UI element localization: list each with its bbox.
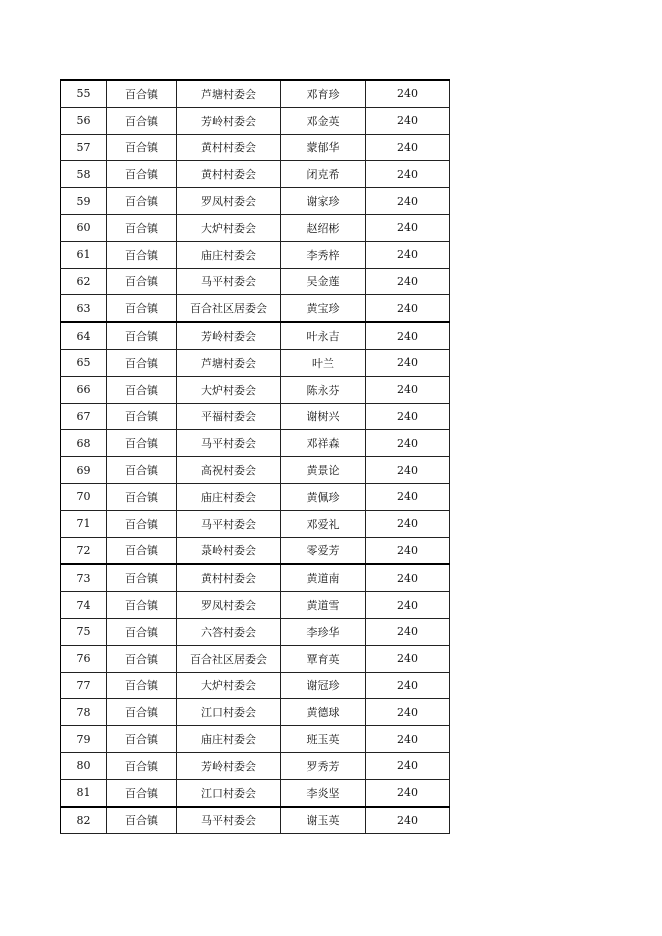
town-cell: 百合镇: [107, 672, 177, 699]
person-name-cell: 黄宝珍: [281, 295, 366, 322]
row-number-cell: 76: [61, 645, 107, 672]
village-committee-cell: 百合社区居委会: [177, 295, 281, 322]
amount-cell: 240: [366, 645, 450, 672]
town-cell: 百合镇: [107, 322, 177, 349]
person-name-cell: 谢冠珍: [281, 672, 366, 699]
town-cell: 百合镇: [107, 403, 177, 430]
village-committee-cell: 江口村委会: [177, 699, 281, 726]
table-row: [61, 779, 450, 806]
person-name-cell: 邓祥森: [281, 430, 366, 457]
person-name-cell: 蒙郁华: [281, 134, 366, 161]
village-committee-cell: 高祝村委会: [177, 457, 281, 484]
person-name-cell: 闭克希: [281, 161, 366, 188]
village-committee-cell: 大炉村委会: [177, 376, 281, 403]
village-committee-cell: 芦塘村委会: [177, 80, 281, 107]
amount-cell: 240: [366, 376, 450, 403]
table-row: [61, 214, 450, 241]
amount-cell: 240: [366, 807, 450, 834]
village-committee-cell: 马平村委会: [177, 807, 281, 834]
village-committee-cell: 江口村委会: [177, 779, 281, 806]
town-cell: 百合镇: [107, 752, 177, 779]
amount-cell: 240: [366, 80, 450, 107]
person-name-cell: 赵绍彬: [281, 214, 366, 241]
table-row: [61, 807, 450, 834]
table-row: [61, 107, 450, 134]
village-committee-cell: 庙庄村委会: [177, 483, 281, 510]
town-cell: 百合镇: [107, 807, 177, 834]
village-committee-cell: 芳岭村委会: [177, 107, 281, 134]
village-committee-cell: 罗凤村委会: [177, 592, 281, 619]
village-committee-cell: 菉岭村委会: [177, 537, 281, 564]
town-cell: 百合镇: [107, 80, 177, 107]
row-number-cell: 63: [61, 295, 107, 322]
person-name-cell: 零爱芳: [281, 537, 366, 564]
table-row: [61, 322, 450, 349]
table-row: [61, 161, 450, 188]
person-name-cell: 黄佩珍: [281, 483, 366, 510]
town-cell: 百合镇: [107, 564, 177, 591]
town-cell: 百合镇: [107, 214, 177, 241]
amount-cell: 240: [366, 672, 450, 699]
amount-cell: 240: [366, 699, 450, 726]
town-cell: 百合镇: [107, 592, 177, 619]
person-name-cell: 黄道雪: [281, 592, 366, 619]
row-number-cell: 77: [61, 672, 107, 699]
person-name-cell: 班玉英: [281, 726, 366, 753]
row-number-cell: 62: [61, 268, 107, 295]
person-name-cell: 黄德球: [281, 699, 366, 726]
town-cell: 百合镇: [107, 349, 177, 376]
amount-cell: 240: [366, 161, 450, 188]
town-cell: 百合镇: [107, 107, 177, 134]
town-cell: 百合镇: [107, 645, 177, 672]
amount-cell: 240: [366, 779, 450, 806]
row-number-cell: 64: [61, 322, 107, 349]
row-number-cell: 59: [61, 188, 107, 215]
village-committee-cell: 六答村委会: [177, 618, 281, 645]
town-cell: 百合镇: [107, 430, 177, 457]
person-name-cell: 李珍华: [281, 618, 366, 645]
row-number-cell: 78: [61, 699, 107, 726]
person-name-cell: 邓金英: [281, 107, 366, 134]
table-row: [61, 645, 450, 672]
table-row: [61, 241, 450, 268]
row-number-cell: 68: [61, 430, 107, 457]
table-row: [61, 430, 450, 457]
town-cell: 百合镇: [107, 483, 177, 510]
town-cell: 百合镇: [107, 268, 177, 295]
row-number-cell: 60: [61, 214, 107, 241]
town-cell: 百合镇: [107, 457, 177, 484]
table-row: [61, 403, 450, 430]
village-committee-cell: 庙庄村委会: [177, 241, 281, 268]
person-name-cell: 吴金莲: [281, 268, 366, 295]
amount-cell: 240: [366, 564, 450, 591]
village-committee-cell: 大炉村委会: [177, 214, 281, 241]
row-number-cell: 73: [61, 564, 107, 591]
town-cell: 百合镇: [107, 376, 177, 403]
amount-cell: 240: [366, 241, 450, 268]
village-committee-cell: 芳岭村委会: [177, 322, 281, 349]
table-row: [61, 592, 450, 619]
table-row: [61, 752, 450, 779]
town-cell: 百合镇: [107, 726, 177, 753]
table-row: [61, 376, 450, 403]
person-name-cell: 罗秀芳: [281, 752, 366, 779]
table-row: [61, 349, 450, 376]
row-number-cell: 55: [61, 80, 107, 107]
row-number-cell: 81: [61, 779, 107, 806]
table-row: [61, 564, 450, 591]
table-row: [61, 457, 450, 484]
row-number-cell: 72: [61, 537, 107, 564]
amount-cell: 240: [366, 295, 450, 322]
person-name-cell: 谢玉英: [281, 807, 366, 834]
amount-cell: 240: [366, 483, 450, 510]
amount-cell: 240: [366, 268, 450, 295]
amount-cell: 240: [366, 726, 450, 753]
row-number-cell: 71: [61, 510, 107, 537]
town-cell: 百合镇: [107, 161, 177, 188]
amount-cell: 240: [366, 349, 450, 376]
data-table: [60, 79, 450, 834]
amount-cell: 240: [366, 107, 450, 134]
person-name-cell: 邓爱礼: [281, 510, 366, 537]
row-number-cell: 58: [61, 161, 107, 188]
row-number-cell: 65: [61, 349, 107, 376]
village-committee-cell: 黄村村委会: [177, 161, 281, 188]
row-number-cell: 74: [61, 592, 107, 619]
village-committee-cell: 芳岭村委会: [177, 752, 281, 779]
amount-cell: 240: [366, 457, 450, 484]
table-row: [61, 268, 450, 295]
table-row: [61, 188, 450, 215]
person-name-cell: 陈永芬: [281, 376, 366, 403]
table-row: [61, 510, 450, 537]
amount-cell: 240: [366, 510, 450, 537]
table-row: [61, 134, 450, 161]
table-row: [61, 672, 450, 699]
row-number-cell: 56: [61, 107, 107, 134]
row-number-cell: 79: [61, 726, 107, 753]
village-committee-cell: 芦塘村委会: [177, 349, 281, 376]
town-cell: 百合镇: [107, 134, 177, 161]
amount-cell: 240: [366, 403, 450, 430]
row-number-cell: 67: [61, 403, 107, 430]
table-row: [61, 537, 450, 564]
person-name-cell: 李秀梓: [281, 241, 366, 268]
village-committee-cell: 大炉村委会: [177, 672, 281, 699]
amount-cell: 240: [366, 592, 450, 619]
person-name-cell: 覃育英: [281, 645, 366, 672]
person-name-cell: 谢家珍: [281, 188, 366, 215]
town-cell: 百合镇: [107, 241, 177, 268]
town-cell: 百合镇: [107, 188, 177, 215]
village-committee-cell: 黄村村委会: [177, 564, 281, 591]
row-number-cell: 66: [61, 376, 107, 403]
table-row: [61, 295, 450, 322]
amount-cell: 240: [366, 134, 450, 161]
row-number-cell: 75: [61, 618, 107, 645]
row-number-cell: 57: [61, 134, 107, 161]
village-committee-cell: 庙庄村委会: [177, 726, 281, 753]
town-cell: 百合镇: [107, 779, 177, 806]
village-committee-cell: 黄村村委会: [177, 134, 281, 161]
amount-cell: 240: [366, 537, 450, 564]
village-committee-cell: 马平村委会: [177, 268, 281, 295]
amount-cell: 240: [366, 214, 450, 241]
table-row: [61, 726, 450, 753]
town-cell: 百合镇: [107, 618, 177, 645]
village-committee-cell: 罗凤村委会: [177, 188, 281, 215]
table-row: [61, 699, 450, 726]
village-committee-cell: 马平村委会: [177, 430, 281, 457]
person-name-cell: 邓育珍: [281, 80, 366, 107]
person-name-cell: 叶永吉: [281, 322, 366, 349]
village-committee-cell: 百合社区居委会: [177, 645, 281, 672]
amount-cell: 240: [366, 752, 450, 779]
town-cell: 百合镇: [107, 699, 177, 726]
row-number-cell: 70: [61, 483, 107, 510]
amount-cell: 240: [366, 618, 450, 645]
town-cell: 百合镇: [107, 537, 177, 564]
amount-cell: 240: [366, 322, 450, 349]
table-row: [61, 483, 450, 510]
town-cell: 百合镇: [107, 510, 177, 537]
person-name-cell: 谢树兴: [281, 403, 366, 430]
row-number-cell: 82: [61, 807, 107, 834]
row-number-cell: 61: [61, 241, 107, 268]
village-committee-cell: 平福村委会: [177, 403, 281, 430]
amount-cell: 240: [366, 188, 450, 215]
table-row: [61, 80, 450, 107]
amount-cell: 240: [366, 430, 450, 457]
table-body: [61, 80, 450, 834]
town-cell: 百合镇: [107, 295, 177, 322]
table-row: [61, 618, 450, 645]
person-name-cell: 李炎坚: [281, 779, 366, 806]
person-name-cell: 叶兰: [281, 349, 366, 376]
person-name-cell: 黄道南: [281, 564, 366, 591]
row-number-cell: 80: [61, 752, 107, 779]
person-name-cell: 黄景论: [281, 457, 366, 484]
village-committee-cell: 马平村委会: [177, 510, 281, 537]
row-number-cell: 69: [61, 457, 107, 484]
